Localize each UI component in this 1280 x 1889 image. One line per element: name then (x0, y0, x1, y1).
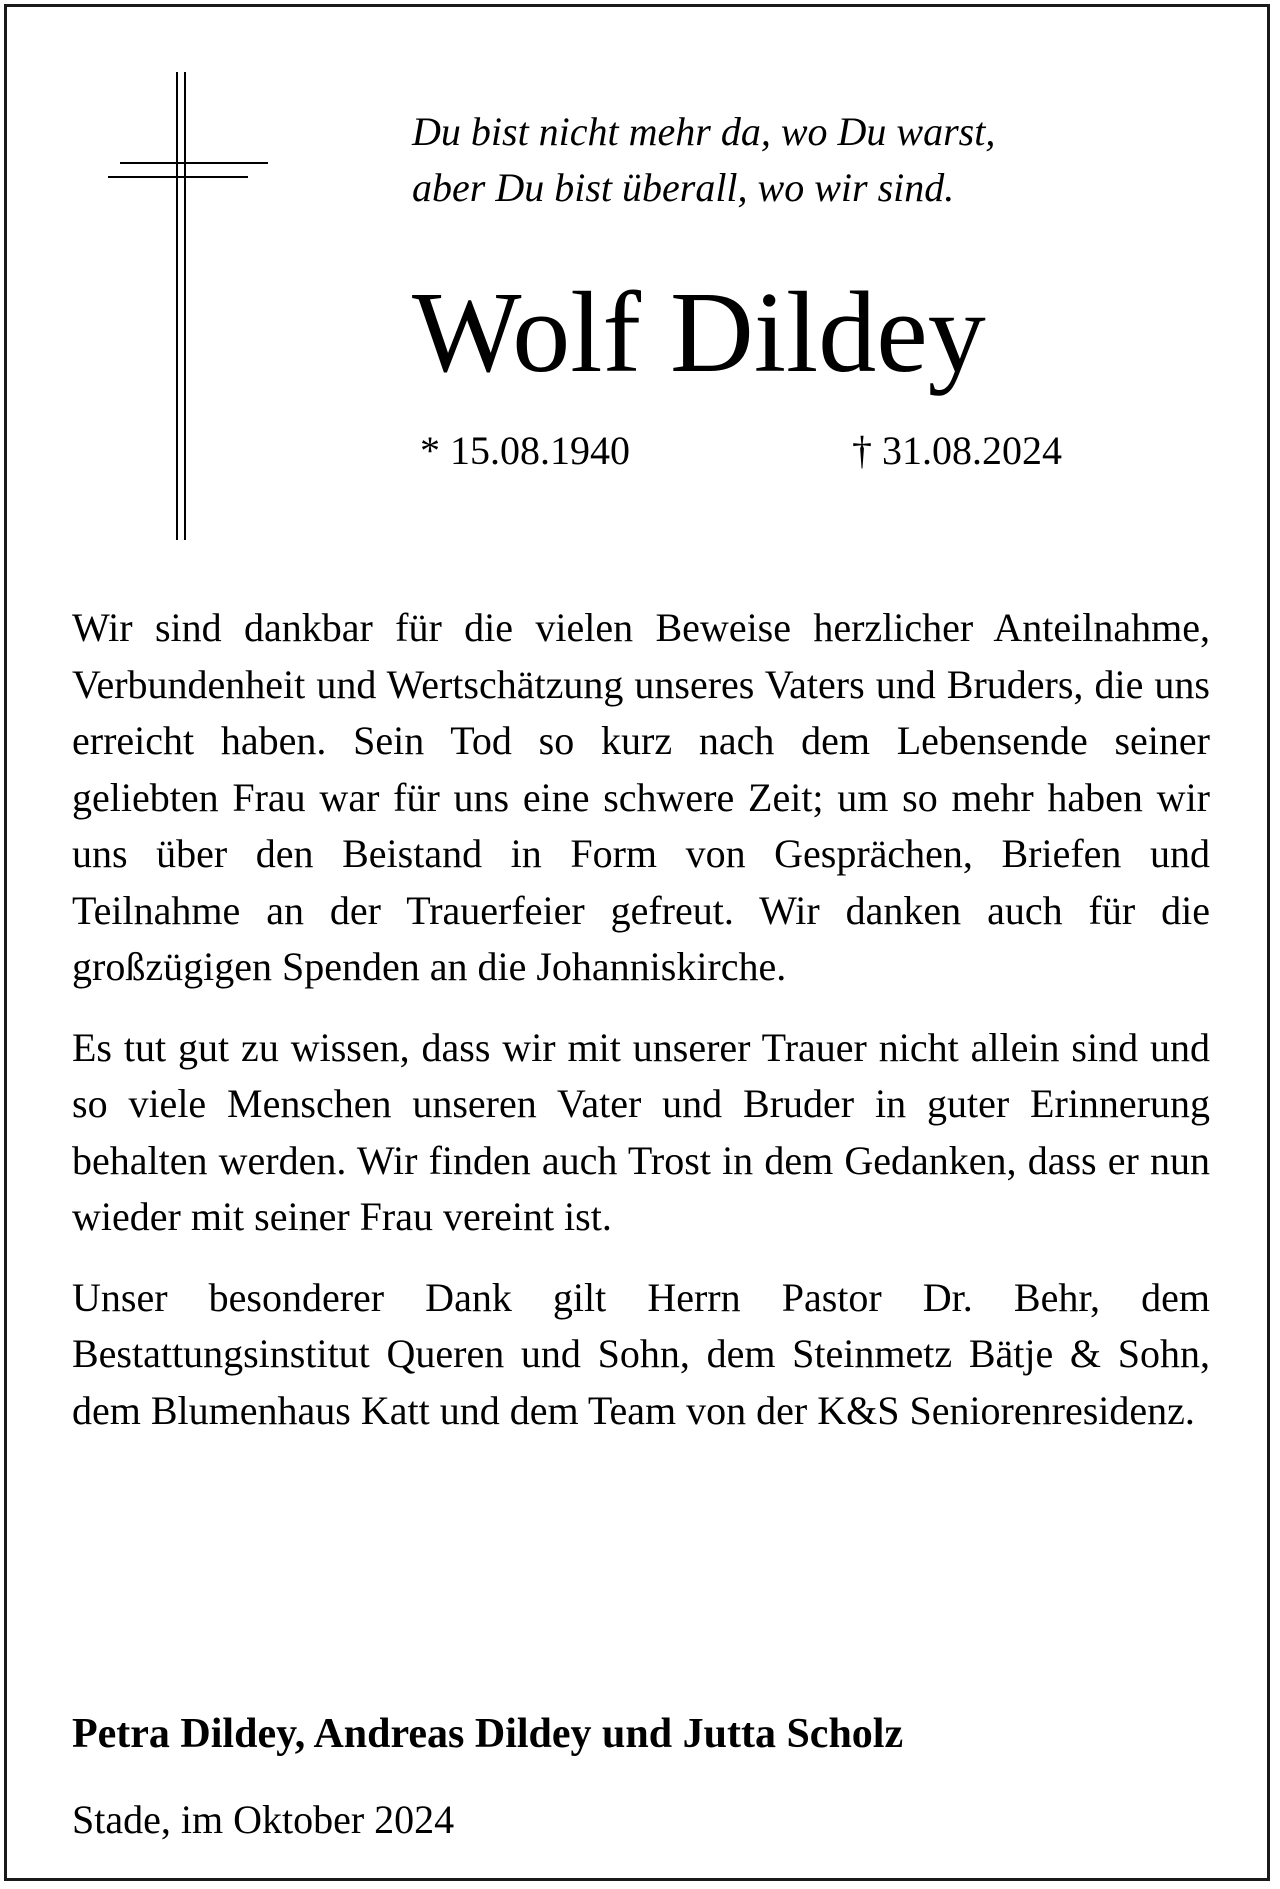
quote-line-2: aber Du bist überall, wo wir sind. (412, 165, 955, 210)
paragraph-1: Wir sind dankbar für die vielen Beweise herzlicher Anteilnahme, Verbundenheit und Wertschätzung unseres Vaters und Bruders, die uns erreicht haben. Sein Tod so kurz nach dem Lebensende seiner geliebten Frau war für uns eine schwere Zeit; um so mehr haben wir uns über den Beistand in Form von Gesprächen, Briefen und Teilnahme an der Trauerfeier gefreut. Wir danken auch für die großzügigen Spenden an die Johanniskirche. (72, 605, 1210, 989)
memorial-quote (412, 104, 1212, 216)
paragraph-2: Es tut gut zu wissen, dass wir mit unserer Trauer nicht allein sind und so viele Menschen unseren Vater und Bruder in guter Erinnerung behalten werden. Wir finden auch Trost in dem Gedanken, dass er nun wieder mit seiner Frau vereint ist. (72, 1024, 1210, 1239)
quote-line-1: Du bist nicht mehr da, wo Du warst, (412, 109, 996, 154)
deceased-name: Wolf Dildey (412, 269, 986, 397)
death-date: † 31.08.2024 (852, 428, 1062, 473)
birth-date: * 15.08.1940 (420, 428, 630, 473)
signers: Petra Dildey, Andreas Dildey und Jutta Scholz (72, 1711, 904, 1757)
cross-icon (108, 72, 260, 542)
thank-you-text (72, 600, 1210, 1463)
place-date: Stade, im Oktober 2024 (72, 1797, 455, 1842)
paragraph-3: Unser besonderer Dank gilt Herrn Pastor Dr. Behr, dem Bestattungsinstitut Queren und Sohn, dem Steinmetz Bätje & Sohn, dem Blumenhaus Katt und dem Team von der K&S Seniorenresidenz. (72, 1274, 1210, 1433)
